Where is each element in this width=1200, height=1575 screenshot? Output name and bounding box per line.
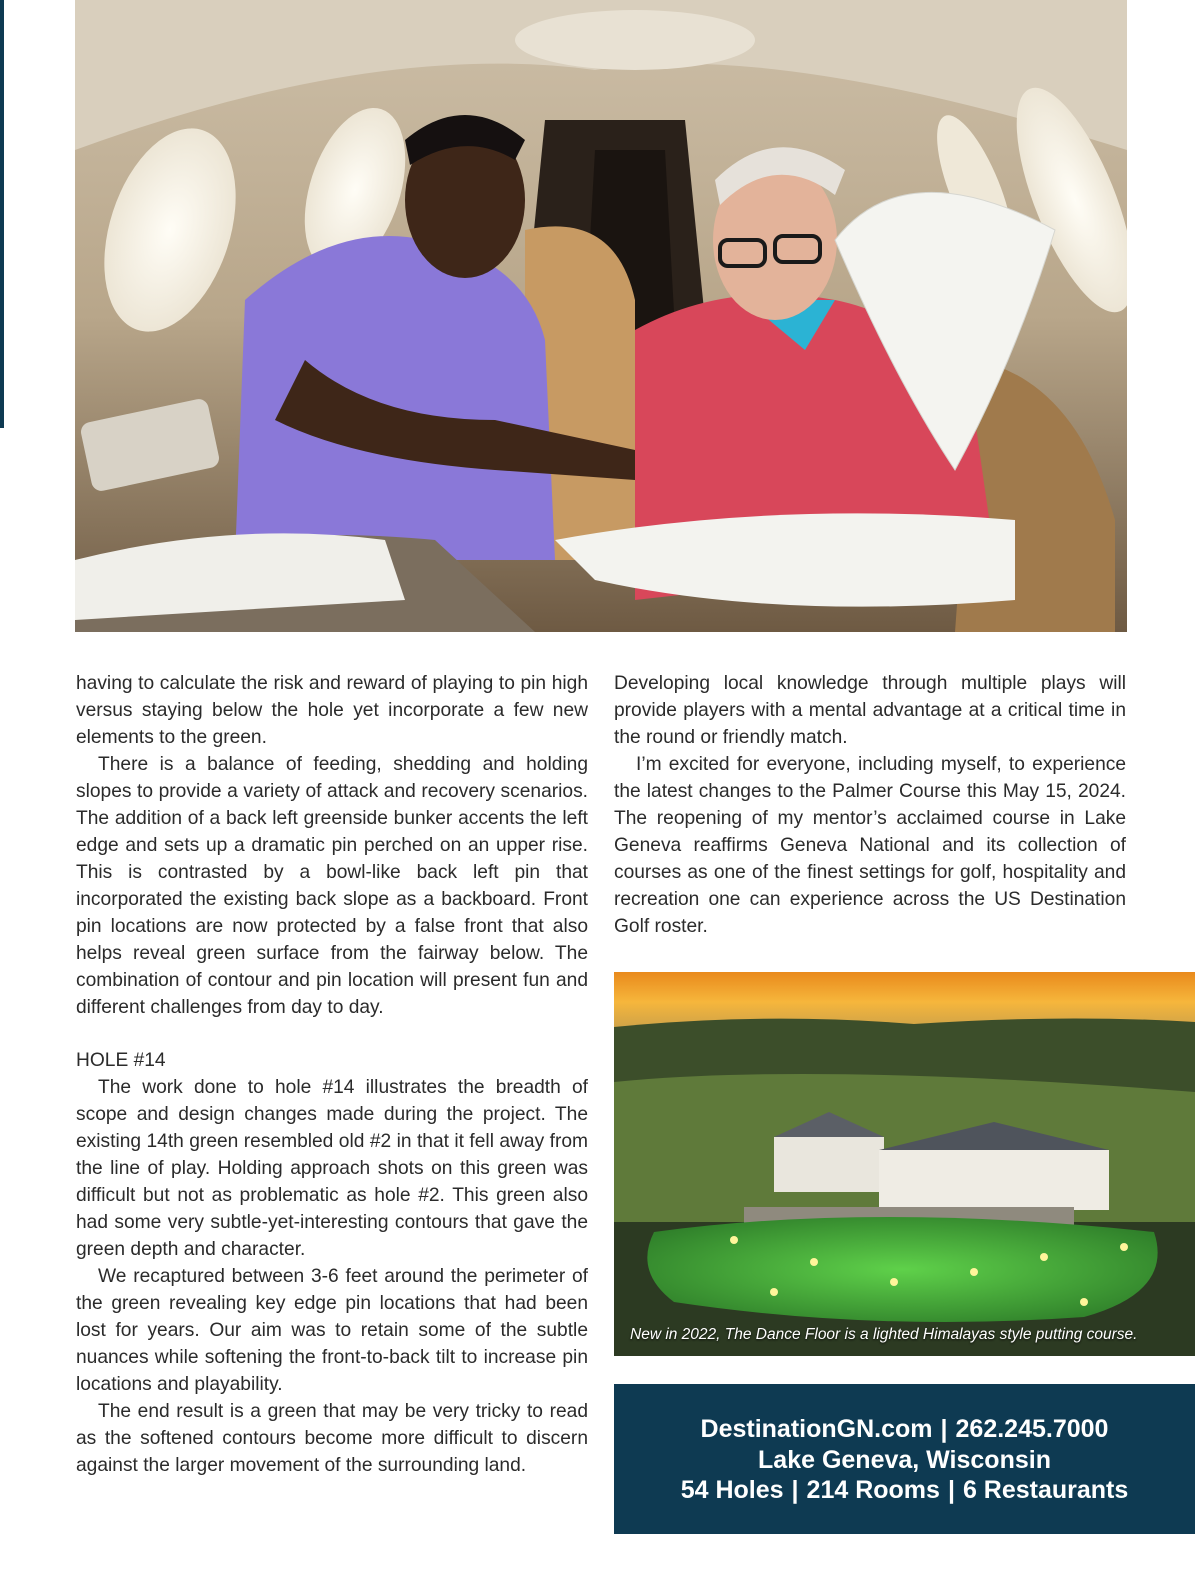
website-link[interactable]: DestinationGN.com bbox=[700, 1415, 933, 1443]
paragraph: The work done to hole #14 illustrates the breadth of scope and design changes made during the project. The existing 14th green resembled old #2 in that it fell away from the line of play. Holding approach shots on this green was difficult but not as problematic as hole #2. This green also had some very subtle-yet-interesting contours that gave the green depth and character. bbox=[76, 1077, 588, 1260]
paragraph: I’m excited for everyone, including myself, to experience the latest changes to the Palmer Course this May 15, 2024. The reopening of my mentor’s acclaimed course in Lake Geneva reaffirms Geneva National and its collection of courses as one of the finest settings for golf, hospitality and recreation one can experience across the US Destination Golf roster. bbox=[614, 754, 1126, 937]
separator: | bbox=[791, 1476, 799, 1504]
left-text-column bbox=[76, 670, 588, 1479]
jet-cabin-photo bbox=[75, 0, 1127, 632]
contact-box bbox=[614, 1384, 1195, 1534]
separator: | bbox=[947, 1476, 955, 1504]
paragraph: having to calculate the risk and reward of playing to pin high versus staying below the hole yet incorporate a few new elements to the green. bbox=[76, 673, 588, 748]
restaurants-count: 6 Restaurants bbox=[962, 1476, 1129, 1504]
paragraph: We recaptured between 3-6 feet around the perimeter of the green revealing key edge pin locations that had been lost for years. Our aim was to retain some of the subtle nuances while softening the front-to-back tilt to increase pin locations and playability. bbox=[76, 1266, 588, 1395]
photo-caption: New in 2022, The Dance Floor is a lighted Himalayas style putting course. bbox=[630, 1326, 1138, 1343]
separator: | bbox=[940, 1415, 948, 1443]
paragraph: Developing local knowledge through multiple plays will provide players with a mental advantage at a critical time in the round or friendly match. bbox=[614, 673, 1126, 748]
section-heading: HOLE #14 bbox=[76, 1050, 166, 1071]
phone-number[interactable]: 262.245.7000 bbox=[955, 1415, 1109, 1443]
paragraph: The end result is a green that may be very tricky to read as the softened contours become more difficult to discern against the larger movement of the surrounding land. bbox=[76, 1401, 588, 1476]
paragraph: There is a balance of feeding, shedding and holding slopes to provide a variety of attack and recovery scenarios. The addition of a back left greenside bunker accents the left edge and sets up a dramatic pin perched on an upper rise. This is contrasted by a bowl-like back left pin that incorporated the existing back slope as a backboard. Front pin locations are now protected by a false front that also helps reveal green surface from the fairway below. The combination of contour and pin location will present fun and different challenges from day to day. bbox=[76, 754, 588, 1018]
right-text-column bbox=[614, 670, 1126, 940]
page-edge-bar bbox=[0, 0, 4, 428]
rooms-count: 214 Rooms bbox=[806, 1476, 940, 1504]
contact-location: Lake Geneva, Wisconsin bbox=[758, 1445, 1051, 1474]
contact-line-3 bbox=[614, 1475, 1195, 1506]
contact-line-1 bbox=[614, 1414, 1195, 1445]
holes-count: 54 Holes bbox=[680, 1476, 784, 1504]
aerial-course-photo bbox=[614, 972, 1195, 1356]
